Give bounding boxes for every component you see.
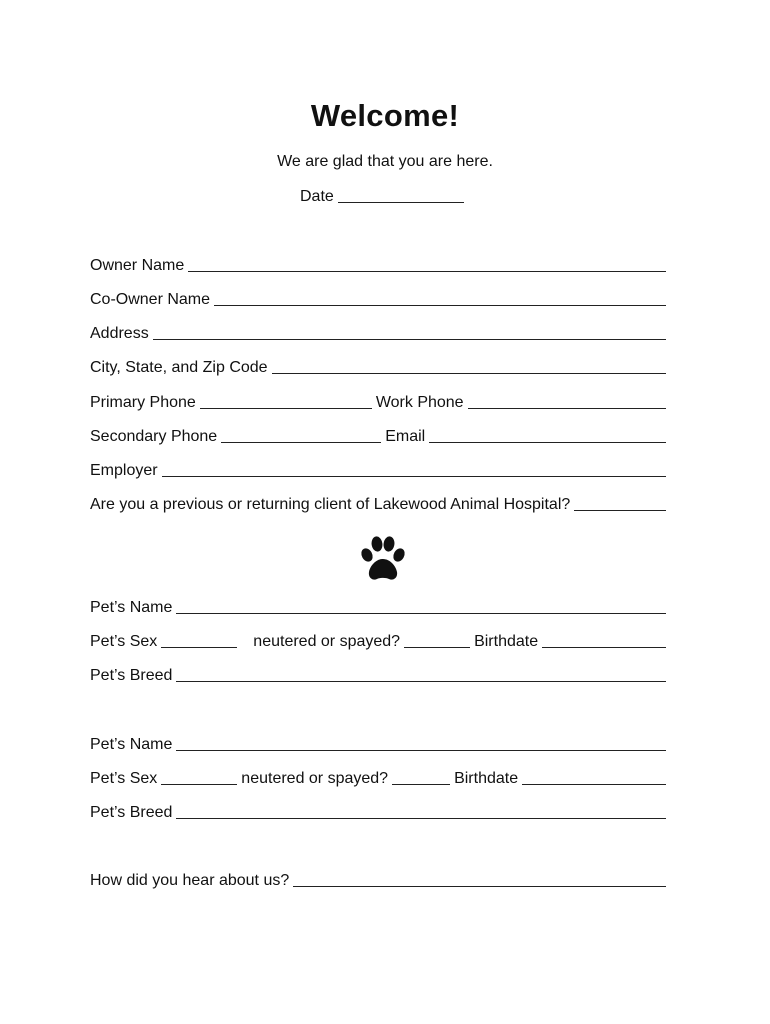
pet-2-name-label: Pet’s Name [90, 736, 173, 753]
owner-name-row [90, 256, 666, 275]
pet-1-sex-label: Pet’s Sex [90, 633, 158, 650]
pet-2-name-field[interactable] [176, 735, 666, 751]
work-phone-label: Work Phone [375, 394, 464, 411]
work-phone-field[interactable] [468, 393, 666, 409]
email-field[interactable] [429, 427, 666, 443]
referral-field[interactable] [293, 871, 666, 887]
date-label: Date [300, 188, 334, 205]
previous-client-field[interactable] [574, 495, 666, 511]
primary-phone-field[interactable] [200, 393, 372, 409]
address-row [90, 324, 666, 343]
pet-1-details-row [90, 632, 666, 651]
employer-label: Employer [90, 462, 158, 479]
pet-2-sex-field[interactable] [161, 769, 237, 785]
co-owner-name-label: Co-Owner Name [90, 291, 211, 308]
city-state-zip-field[interactable] [272, 358, 666, 374]
pet-2-birthdate-label: Birthdate [454, 770, 519, 787]
secondary-phone-field[interactable] [221, 427, 381, 443]
pet-1-neutered-label: neutered or spayed? [253, 633, 401, 650]
pet-1-neutered-field[interactable] [404, 632, 470, 648]
page-title: Welcome! [310, 98, 460, 133]
employer-row [90, 461, 666, 480]
owner-name-label: Owner Name [90, 257, 185, 274]
paw-print-icon [358, 535, 408, 583]
pet-2-breed-field[interactable] [176, 803, 666, 819]
address-label: Address [90, 325, 149, 342]
welcome-subtitle: We are glad that you are here. [277, 153, 493, 170]
pet-1-birthdate-field[interactable] [542, 632, 666, 648]
date-field[interactable] [338, 187, 464, 203]
city-state-zip-label: City, State, and Zip Code [90, 359, 268, 376]
pet-2-breed-row [90, 803, 666, 822]
pet-2-breed-label: Pet’s Breed [90, 804, 173, 821]
previous-client-row [90, 495, 666, 514]
city-state-zip-row [90, 358, 666, 377]
date-row [300, 187, 464, 206]
pet-1-breed-row [90, 666, 666, 685]
pet-1-breed-label: Pet’s Breed [90, 667, 173, 684]
referral-label: How did you hear about us? [90, 872, 290, 889]
pet-2-neutered-field[interactable] [392, 769, 450, 785]
pet-1-name-field[interactable] [176, 598, 666, 614]
pet-1-birthdate-label: Birthdate [474, 633, 539, 650]
phone-row [90, 393, 666, 412]
address-field[interactable] [153, 324, 666, 340]
referral-row [90, 871, 666, 890]
pet-2-sex-label: Pet’s Sex [90, 770, 158, 787]
secondary-phone-label: Secondary Phone [90, 428, 218, 445]
primary-phone-label: Primary Phone [90, 394, 196, 411]
pet-1-sex-field[interactable] [161, 632, 237, 648]
co-owner-name-row [90, 290, 666, 309]
pet-2-neutered-label: neutered or spayed? [241, 770, 389, 787]
pet-2-birthdate-field[interactable] [522, 769, 666, 785]
email-label: Email [385, 428, 426, 445]
pet-1-name-row [90, 598, 666, 617]
co-owner-name-field[interactable] [214, 290, 666, 306]
pet-1-name-label: Pet’s Name [90, 599, 173, 616]
pet-1-breed-field[interactable] [176, 666, 666, 682]
secondary-phone-email-row [90, 427, 666, 446]
pet-2-details-row [90, 769, 666, 788]
pet-2-name-row [90, 735, 666, 754]
employer-field[interactable] [162, 461, 666, 477]
owner-name-field[interactable] [188, 256, 666, 272]
previous-client-label: Are you a previous or returning client of Lakewood Animal Hospital? [90, 496, 571, 513]
